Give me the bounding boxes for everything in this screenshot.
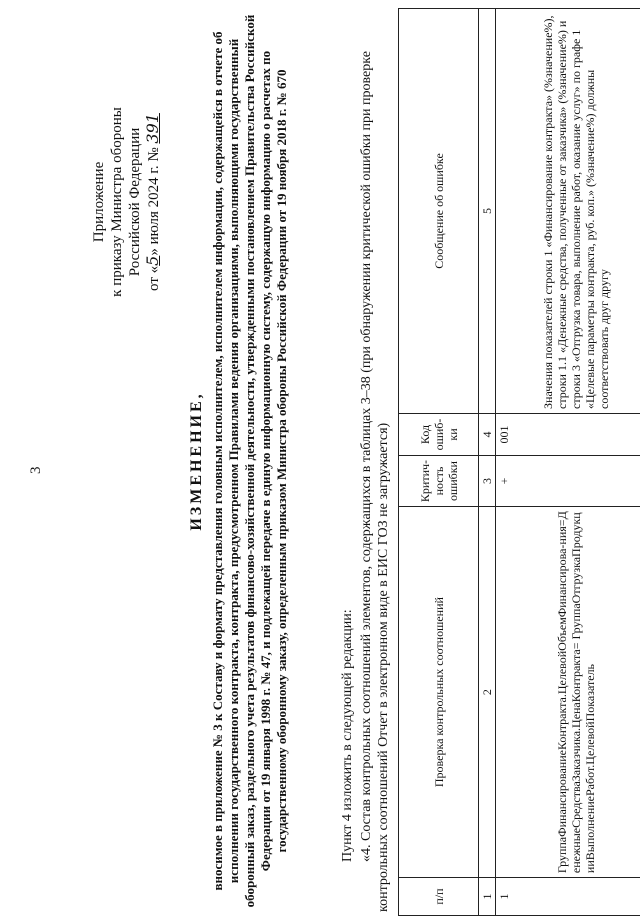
- date-prefix: от «: [146, 265, 162, 291]
- header-critical: Критич-ность ошибки: [399, 455, 479, 506]
- table-row: [496, 9, 640, 916]
- row-critical: +: [496, 455, 640, 506]
- header-message: Сообщение об ошибке: [399, 9, 479, 414]
- row-message: Значения показателей строки 1 «Финансирование контракта» (%значение%), строки 1.1 «Денежные средства, полученные от заказчика» (%значение%) и строки 3 «Отгрузка товара, выполнение работ, оказание услуг» по графе 1 «Целевые параметры контракта, руб. коп.» (%значение%) должны соответствовать друг другу: [496, 9, 640, 414]
- item-intro: Пункт 4 изложить в следующей редакции:: [340, 609, 355, 862]
- row-check: ГруппаФинансированиеКонтракта.ЦелевойОбъемФинансирова-ния=ДенежныеСредстваЗаказчика.ЦенаКонтракта= ГруппаОтгрузкаПродукцииВыполнениеРабот.ЦелевойПоказатель: [496, 507, 640, 878]
- header-code: Код ошиб-ки: [399, 413, 479, 455]
- appendix-line1: Приложение: [91, 161, 107, 243]
- document-title: вносимое в приложение № 3 к Составу и формату представления головным исполнителем, исполнителем информации, содержащейся в отчете об исполнении государственного контракта, контракта, предусмотренном Правилами ведения организациями, выполняющими государственный оборонный заказ, раздельного учета результатов финансово-хозяйственной деятельности, утвержденными постановлением Правительства Российской Федерации от 19 января 1998 г. № 47, и подлежащей передаче в единую информационную систему, содержащую информацию о расчетах по государственному оборонному заказу, определенным приказом Министра обороны Российской Федерации от 19 ноября 2018 г. № 670: [210, 14, 289, 908]
- heading: ИЗМЕНЕНИЕ,: [188, 391, 205, 531]
- date-suffix: » июля 2024 г. №: [146, 147, 162, 256]
- order-number: 391: [143, 113, 162, 144]
- col-number: 4: [479, 413, 496, 455]
- table-number-row: [479, 9, 496, 916]
- control-ratios-table: [398, 8, 640, 916]
- appendix-date: [144, 72, 163, 332]
- col-number: 5: [479, 9, 496, 414]
- row-num: 1: [496, 878, 640, 916]
- col-number: 2: [479, 507, 496, 878]
- col-number: 1: [479, 878, 496, 916]
- appendix-line2: к приказу Министра обороны: [109, 107, 125, 297]
- appendix-block: [90, 72, 163, 332]
- appendix-line3: Российской Федерации: [127, 127, 143, 277]
- table-header-row: [399, 9, 479, 916]
- header-check: Проверка контрольных соотношений: [399, 507, 479, 878]
- col-number: 3: [479, 455, 496, 506]
- date-day: 5: [143, 255, 162, 266]
- row-code: 001: [496, 413, 640, 455]
- lead-paragraph: «4. Состав контрольных соотношений элементов, содержащихся в таблицах 3–38 (при обнаружении критической ошибки при проверке контрольных соотношений Отчет в электронном виде в ЕИС ГОЗ не загружается): [359, 51, 391, 912]
- header-num: п/п: [399, 878, 479, 916]
- page-number: 3: [28, 466, 44, 474]
